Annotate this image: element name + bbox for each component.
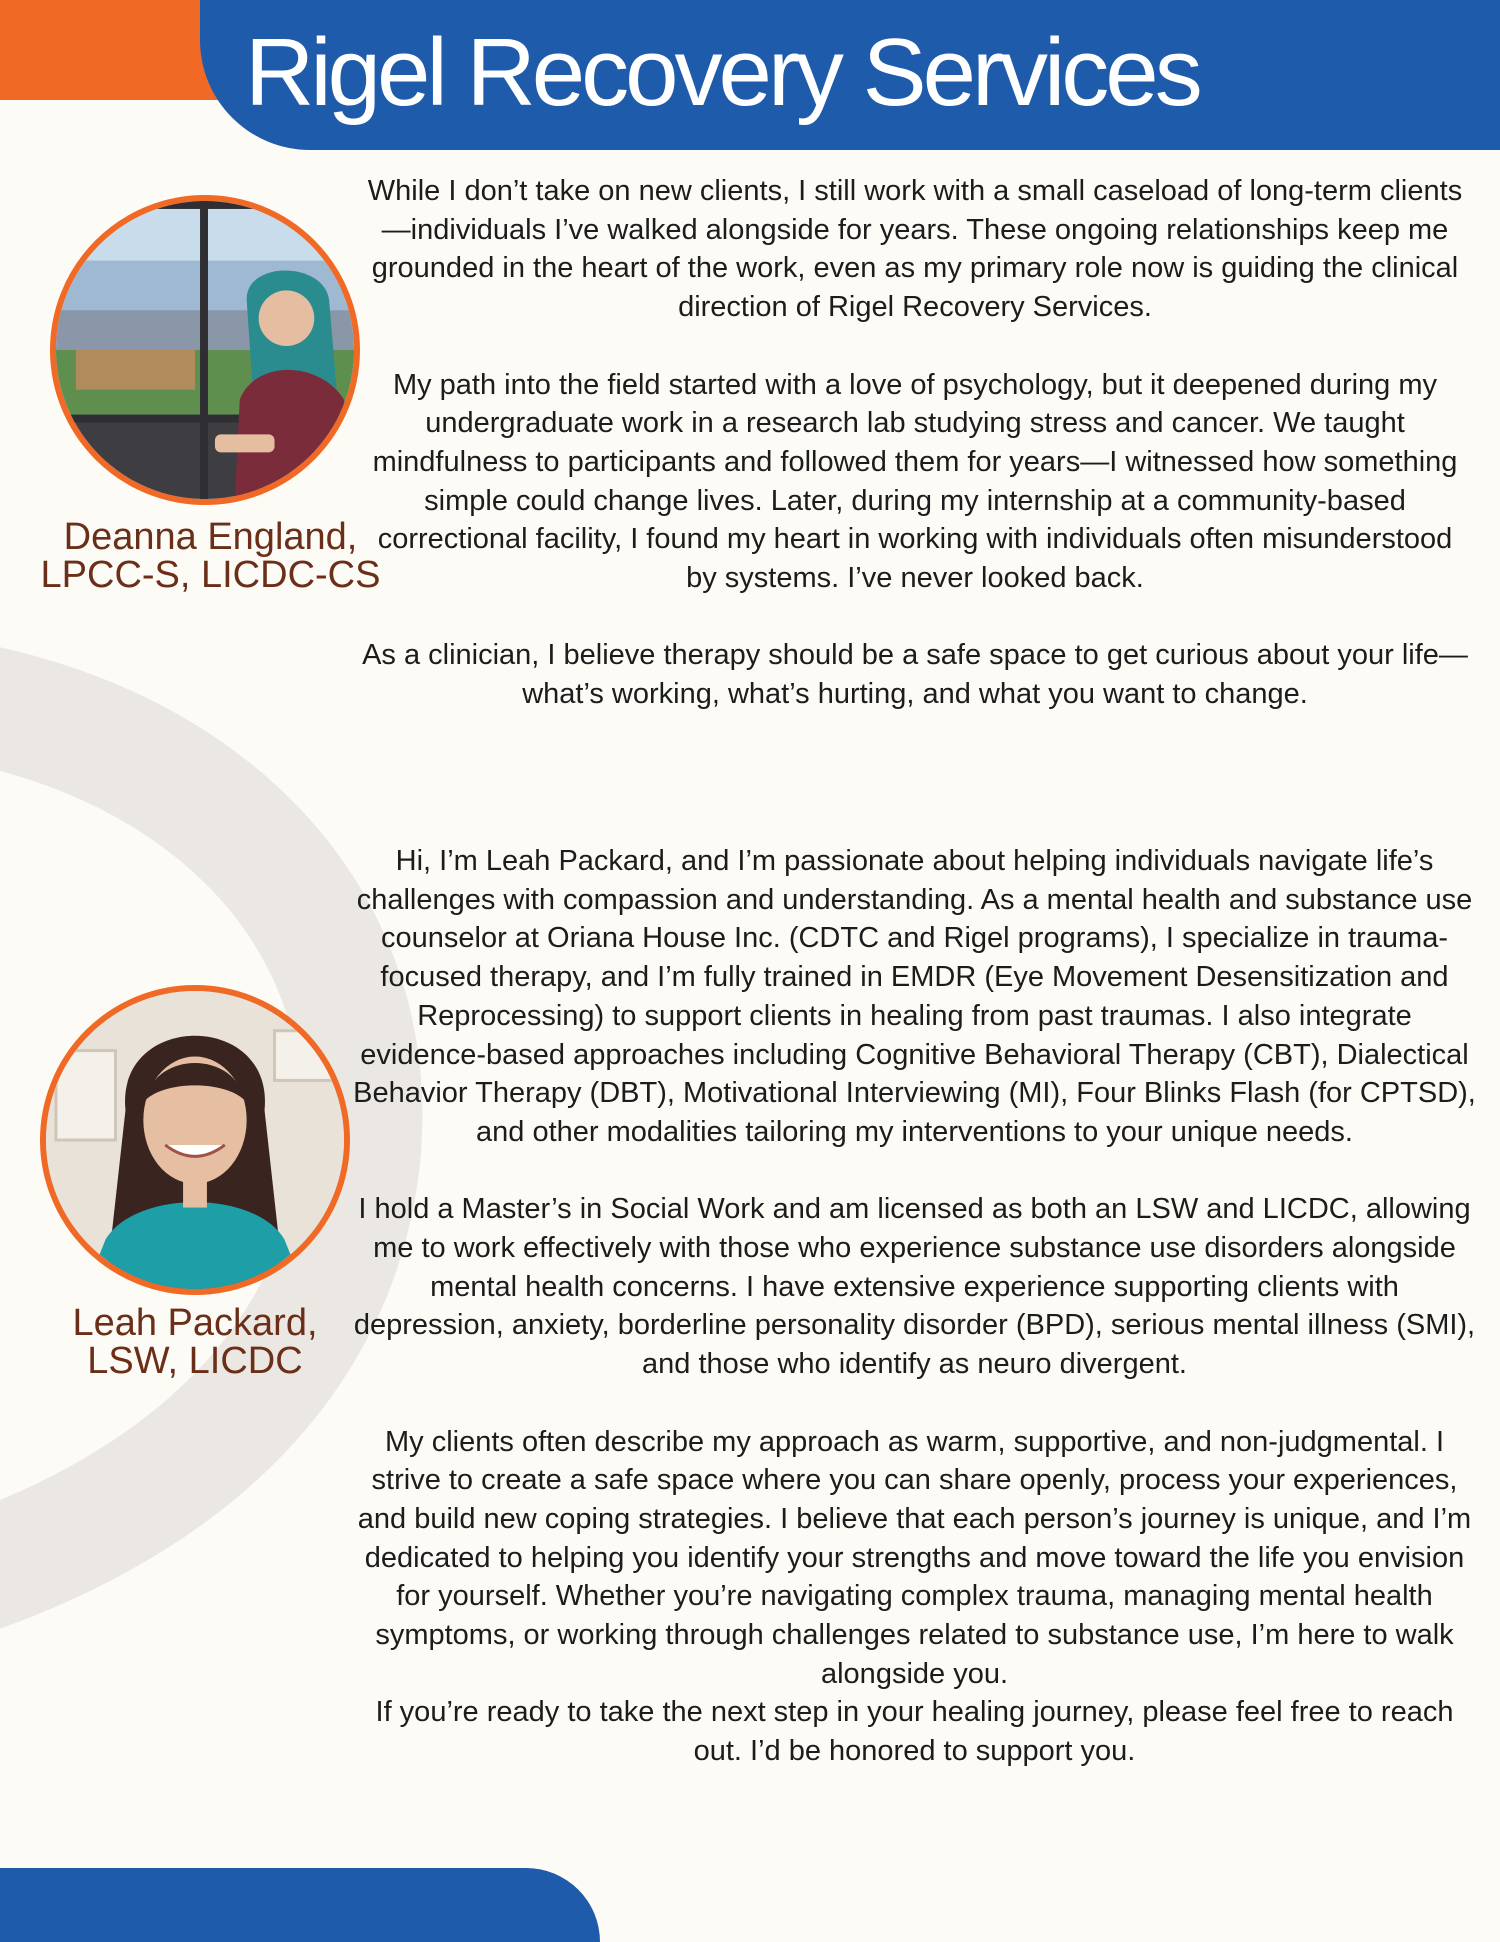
- deanna-bio: [360, 172, 1470, 714]
- deanna-profile-photo: [50, 195, 360, 505]
- leah-bio-paragraph: Hi, I’m Leah Packard, and I’m passionate about helping individuals navigate life’s challenges with compassion and understanding. As a mental health and substance use counselor at Oriana House Inc. (CDTC and Rigel programs), I specialize in trauma-focused therapy, and I’m fully trained in EMDR (Eye Movement Desensitization and Reprocessing) to support clients in healing from past traumas. I also integrate evidence-based approaches including Cognitive Behavioral Therapy (CBT), Dialectical Behavior Therapy (DBT), Motivational Interviewing (MI), Four Blinks Flash (for CPTSD), and other modalities tailoring my interventions to your unique needs.: [353, 845, 1476, 1148]
- page-title: Rigel Recovery Services: [245, 19, 1199, 126]
- leah-bio: [352, 842, 1477, 1771]
- portrait-photo-ballpark-icon: [56, 201, 354, 499]
- footer-bar: [0, 1868, 600, 1942]
- deanna-bio-paragraph: While I don’t take on new clients, I still work with a small caseload of long-term clients—individuals I’ve walked alongside for years. These ongoing relationships keep me grounded in the heart of the work, even as my primary role now is guiding the clinical direction of Rigel Recovery Services.: [367, 175, 1463, 324]
- leah-bio-paragraph: I hold a Master’s in Social Work and am licensed as both an LSW and LICDC, allowing me to work effectively with those who experience substance use disorders alongside mental health concerns. I have extensive experience supporting clients with depression, anxiety, borderline personality disorder (BPD), serious mental illness (SMI), and those who identify as neuro divergent.: [353, 1193, 1476, 1381]
- deanna-name: Deanna England, LPCC-S, LICDC-CS: [40, 516, 381, 596]
- portrait-photo-office-icon: [46, 991, 344, 1289]
- leah-name: Leah Packard, LSW, LICDC: [72, 1302, 318, 1382]
- leah-bio-paragraph: My clients often describe my approach as warm, supportive, and non-judgmental. I strive to create a safe space where you can share openly, process your experiences, and build new coping strategies. I believe that each person’s journey is unique, and I’m dedicated to helping you identify your strengths and move toward the life you envision for yourself. Whether you’re navigating complex trauma, managing mental health symptoms, or working through challenges related to substance use, I’m here to walk alongside you.: [357, 1425, 1472, 1690]
- deanna-bio-paragraph: My path into the field started with a love of psychology, but it deepened during my undergraduate work in a research lab studying stress and cancer. We taught mindfulness to participants and followed them for years—I witnessed how something simple could change lives. Later, during my internship at a community-based correctional facility, I found my heart in working with individuals often misunderstood by systems. I’ve never looked back.: [372, 368, 1458, 595]
- leah-bio-paragraph: If you’re ready to take the next step in your healing journey, please feel free to reach out. I’d be honored to support you.: [375, 1696, 1454, 1768]
- leah-profile-photo: [40, 985, 350, 1295]
- deanna-bio-paragraph: As a clinician, I believe therapy should be a safe space to get curious about your life—what’s working, what’s hurting, and what you want to change.: [362, 639, 1468, 711]
